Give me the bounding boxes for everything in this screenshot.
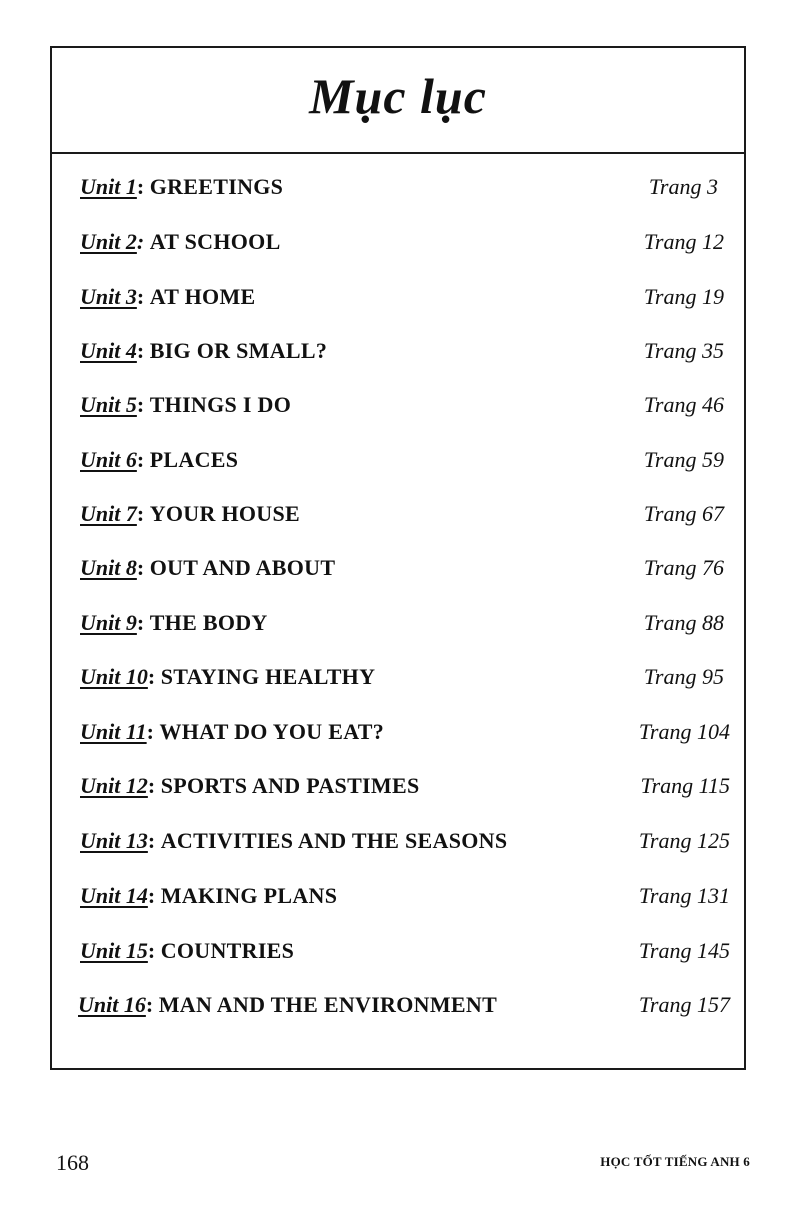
unit-label: Unit 16: [78, 992, 146, 1017]
unit-separator: :: [136, 338, 145, 363]
unit-separator: :: [136, 229, 145, 254]
unit-label: Unit 7: [80, 501, 137, 526]
page-number: 168: [56, 1150, 89, 1175]
unit-separator: :: [136, 284, 145, 309]
unit-title: MAN AND THE ENVIRONMENT: [158, 992, 498, 1017]
unit-heading: [80, 828, 507, 854]
page-reference: Trang 88: [643, 610, 724, 635]
unit-separator: :: [136, 392, 145, 417]
unit-title: MAKING PLANS: [160, 883, 338, 908]
page-reference: Trang 157: [638, 992, 730, 1017]
unit-label: Unit 6: [80, 447, 137, 472]
unit-title: GREETINGS: [149, 174, 284, 199]
unit-separator: :: [146, 719, 154, 744]
unit-separator: :: [147, 883, 156, 908]
page-reference: Trang 125: [638, 828, 730, 853]
unit-label: Unit 3: [80, 284, 137, 309]
toc-row: [52, 501, 744, 537]
unit-label: Unit 2: [80, 229, 137, 254]
unit-label: Unit 8: [80, 555, 137, 580]
unit-title: THE BODY: [149, 610, 268, 635]
toc-row: [52, 883, 744, 919]
page-reference: Trang 145: [638, 938, 730, 963]
toc-row: [52, 664, 744, 700]
page-reference: Trang 46: [643, 392, 724, 417]
unit-separator: :: [147, 664, 156, 689]
unit-label: Unit 5: [80, 392, 137, 417]
unit-label: Unit 10: [80, 664, 148, 689]
unit-heading: [80, 719, 384, 745]
toc-row: [52, 229, 744, 265]
toc-row: [52, 284, 744, 320]
page-reference: Trang 104: [638, 719, 730, 744]
toc-row: [52, 719, 744, 755]
unit-title: AT SCHOOL: [149, 229, 281, 254]
unit-title: BIG OR SMALL?: [149, 338, 328, 363]
unit-heading: [80, 938, 294, 964]
toc-row: [52, 938, 744, 974]
unit-separator: :: [136, 174, 145, 199]
unit-title: AT HOME: [149, 284, 256, 309]
unit-label: Unit 11: [80, 719, 147, 744]
page-reference: Trang 3: [648, 174, 718, 199]
unit-label: Unit 12: [80, 773, 148, 798]
page-reference: Trang 19: [643, 284, 724, 309]
unit-separator: :: [147, 773, 156, 798]
unit-heading: [80, 392, 291, 418]
toc-row: [52, 992, 744, 1028]
page-reference: Trang 67: [643, 501, 724, 526]
unit-title: OUT AND ABOUT: [149, 555, 336, 580]
unit-heading: [78, 992, 497, 1018]
toc-row: [52, 828, 744, 864]
unit-title: THINGS I DO: [149, 392, 292, 417]
unit-heading: [80, 664, 375, 690]
unit-separator: :: [136, 555, 145, 580]
unit-separator: :: [147, 938, 156, 963]
unit-heading: [80, 338, 327, 364]
toc-row: [52, 610, 744, 646]
toc-row: [52, 447, 744, 483]
unit-heading: [80, 610, 268, 636]
page-title: Mục lục: [309, 68, 487, 124]
unit-title: YOUR HOUSE: [149, 501, 300, 526]
unit-heading: [80, 284, 255, 310]
unit-title: WHAT DO YOU EAT?: [159, 719, 385, 744]
unit-title: COUNTRIES: [160, 938, 295, 963]
unit-title: ACTIVITIES AND THE SEASONS: [160, 828, 508, 853]
unit-label: Unit 4: [80, 338, 137, 363]
unit-heading: [80, 174, 283, 200]
book-title: HỌC TỐT TIẾNG ANH 6: [600, 1154, 750, 1169]
unit-heading: [80, 447, 238, 473]
toc-row: [52, 773, 744, 809]
unit-heading: [80, 883, 337, 909]
unit-separator: :: [136, 610, 145, 635]
unit-heading: [80, 501, 300, 527]
unit-label: Unit 15: [80, 938, 148, 963]
toc-header: [52, 48, 744, 154]
toc-row: [52, 174, 744, 210]
unit-heading: [80, 229, 281, 255]
page-reference: Trang 12: [643, 229, 724, 254]
unit-label: Unit 9: [80, 610, 137, 635]
page-reference: Trang 59: [643, 447, 724, 472]
unit-label: Unit 13: [80, 828, 148, 853]
page-reference: Trang 76: [643, 555, 724, 580]
toc-box: [50, 46, 746, 1070]
unit-title: PLACES: [149, 447, 239, 472]
unit-title: STAYING HEALTHY: [160, 664, 376, 689]
unit-title: SPORTS AND PASTIMES: [160, 773, 420, 798]
unit-separator: :: [136, 501, 145, 526]
unit-separator: :: [147, 828, 156, 853]
page-reference: Trang 115: [640, 773, 730, 798]
unit-label: Unit 1: [80, 174, 137, 199]
page-reference: Trang 35: [643, 338, 724, 363]
toc-row: [52, 392, 744, 428]
unit-separator: :: [136, 447, 145, 472]
toc-row: [52, 338, 744, 374]
page-reference: Trang 95: [643, 664, 724, 689]
page-reference: Trang 131: [638, 883, 730, 908]
unit-separator: :: [145, 992, 154, 1017]
unit-heading: [80, 555, 335, 581]
toc-row: [52, 555, 744, 591]
unit-label: Unit 14: [80, 883, 148, 908]
unit-heading: [80, 773, 419, 799]
